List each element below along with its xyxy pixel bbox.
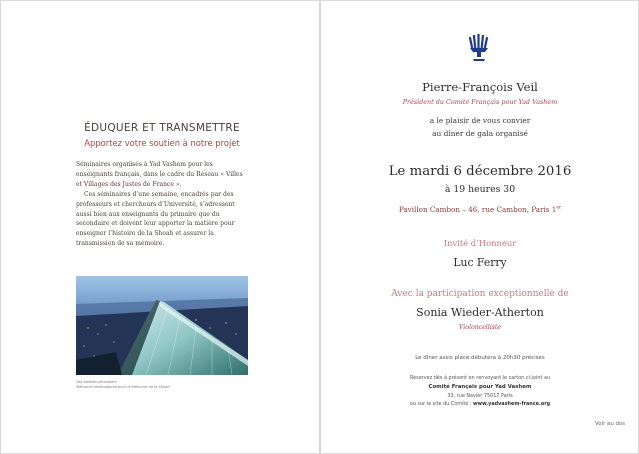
reserve-address: 33, rue Navier 75017 Paris xyxy=(447,393,513,399)
venue-text: Pavillon Cambon – 46, rue Cambon, Paris 1 xyxy=(398,205,557,214)
right-page xyxy=(321,0,639,454)
yad-vashem-menorah-logo-icon xyxy=(468,33,490,63)
event-venue xyxy=(321,205,639,214)
event-time: à 19 heures 30 xyxy=(444,184,516,195)
left-title: ÉDUQUER ET TRANSMETTRE xyxy=(84,122,240,134)
invite-line-1: a le plaisir de vous convier xyxy=(429,116,531,125)
guest-of-honor-name: Luc Ferry xyxy=(453,256,507,269)
invite-line-2: au dîner de gala organisé xyxy=(432,129,528,138)
reserve-organization: Comité Français pour Yad Vashem xyxy=(428,384,532,390)
artist-role: Violoncelliste xyxy=(458,324,502,331)
left-subtitle: Apportez votre soutien à notre projet xyxy=(84,138,240,148)
host-role: Président du Comité Français pour Yad Vashem xyxy=(402,98,558,106)
event-date: Le mardi 6 décembre 2016 xyxy=(388,164,572,179)
guest-of-honor-label: Invité d’Honneur xyxy=(443,238,517,248)
host-name: Pierre-François Veil xyxy=(422,80,538,94)
turn-over-label: Voir au dos xyxy=(595,421,625,427)
reserve-website-line xyxy=(321,401,639,407)
venue-suffix: er xyxy=(556,205,562,211)
participation-label: Avec la participation exceptionnelle de xyxy=(391,289,569,299)
reserve-website-link[interactable]: www.yadvashem-france.org xyxy=(473,401,551,407)
dinner-note: Le dîner assis placé débutera à 20h30 précises xyxy=(415,355,545,361)
reserve-site-prefix: ou sur le site du Comité : xyxy=(409,401,472,407)
caption-line-1: Yad Vashem Jerusalem xyxy=(76,380,117,384)
caption-line-2: Mémorial International pour la Mémoire de la Shoah xyxy=(76,385,170,390)
left-body-text xyxy=(76,160,248,249)
reserve-line-1: Réservez dès à présent en renvoyant le carton ci-joint au xyxy=(409,375,551,381)
memorial-photo xyxy=(76,276,248,375)
photo-caption xyxy=(76,380,248,391)
artist-name: Sonia Wieder-Atherton xyxy=(416,306,544,319)
left-paragraph-2: Ces séminaires d’une semaine, encadrés par des professeurs et chercheurs d’Université, s’adressent aussi bien aux enseignants du primaire que du secondaire et doivent leur apporter la matière pour enseigner l’histoire de la Shoah et assurer la transmission de sa mémoire. xyxy=(76,190,235,248)
left-paragraph-1: Séminaires organisés à Yad Vashem pour les enseignants français, dans le cadre du Réseau « Villes et Villages des Justes de France ». xyxy=(76,161,243,188)
